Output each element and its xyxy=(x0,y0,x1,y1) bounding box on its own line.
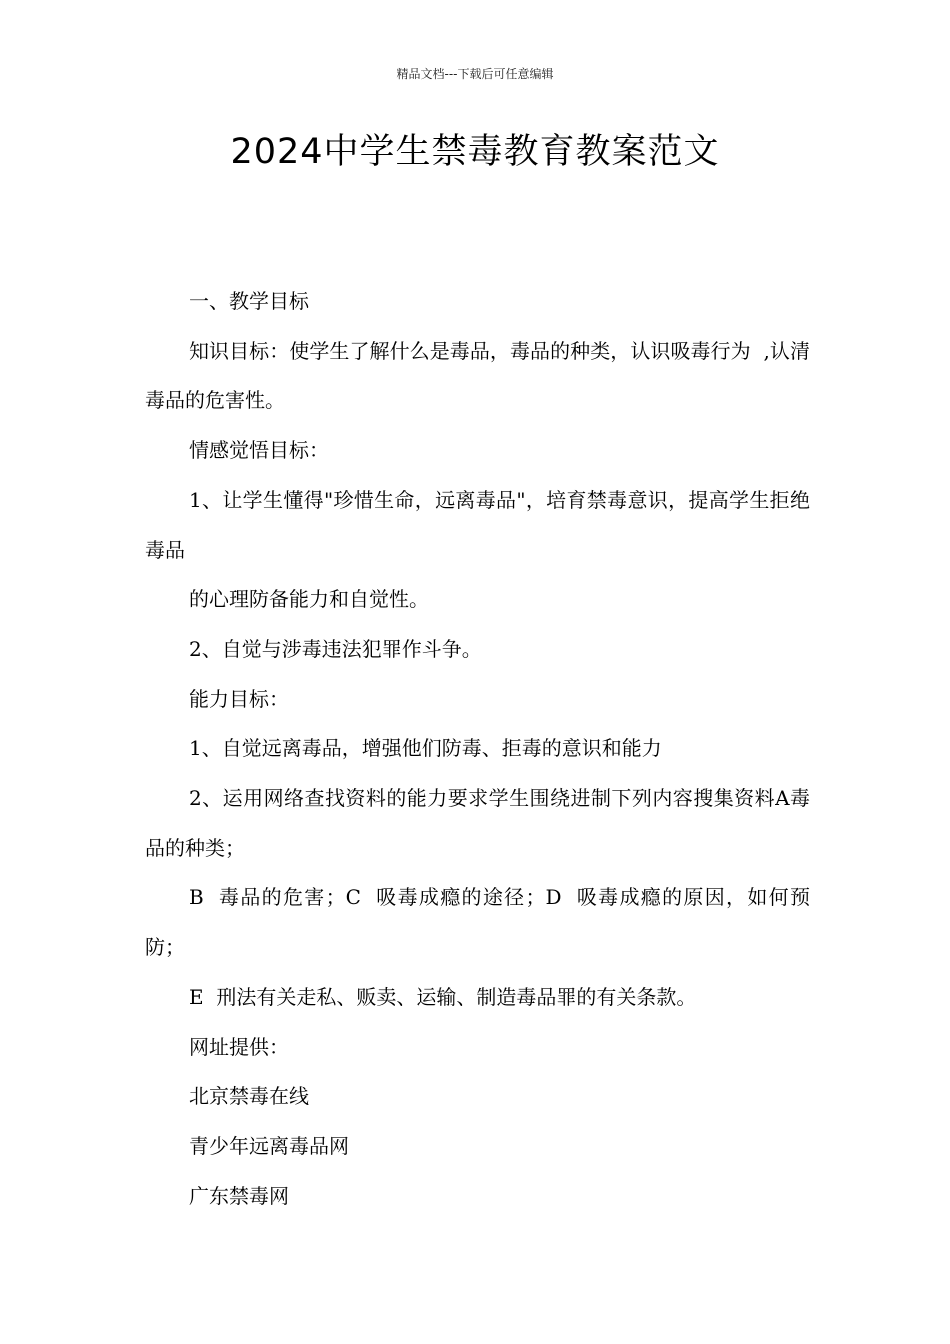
list-item-website-beijing: 北京禁毒在线 xyxy=(189,1084,309,1109)
paragraph-emotion-goal-1-cont: 的心理防备能力和自觉性。 xyxy=(189,587,429,612)
paragraph-knowledge-goal: 知识目标：使学生了解什么是毒品，毒品的种类，认识吸毒行为 ,认清毒品的危害性。 xyxy=(145,338,810,413)
paragraph-websites-heading: 网址提供： xyxy=(189,1034,289,1059)
paragraph-emotion-goal-2: 2、自觉与涉毒违法犯罪作斗争。 xyxy=(189,636,482,661)
document-body xyxy=(145,277,810,1221)
paragraph-emotion-goal-1: 1、让学生懂得"珍惜生命，远离毒品"，培育禁毒意识，提高学生拒绝毒品 xyxy=(145,487,810,562)
paragraph-emotion-goal-heading: 情感觉悟目标： xyxy=(189,438,329,463)
paragraph-ability-goal-1: 1、自觉远离毒品，增强他们防毒、拒毒的意识和能力 xyxy=(189,736,662,761)
paragraph-item-b-c-d: B 毒品的危害；C 吸毒成瘾的途径；D 吸毒成瘾的原因，如何预防； xyxy=(145,885,810,960)
page-header: 精品文档---下载后可任意编辑 xyxy=(396,67,554,81)
list-item-website-guangdong: 广东禁毒网 xyxy=(189,1183,289,1208)
document-title: 2024中学生禁毒教育教案范文 xyxy=(230,132,720,172)
paragraph-ability-goal-heading: 能力目标： xyxy=(189,686,289,711)
paragraph-item-e: E 刑法有关走私、贩卖、运输、制造毒品罪的有关条款。 xyxy=(189,984,697,1009)
paragraph-ability-goal-2: 2、运用网络查找资料的能力要求学生围绕进制下列内容搜集资料A毒品的种类； xyxy=(145,786,810,860)
list-item-website-youth: 青少年远离毒品网 xyxy=(189,1133,349,1158)
section-heading-teaching-goals: 一、教学目标 xyxy=(189,289,309,313)
